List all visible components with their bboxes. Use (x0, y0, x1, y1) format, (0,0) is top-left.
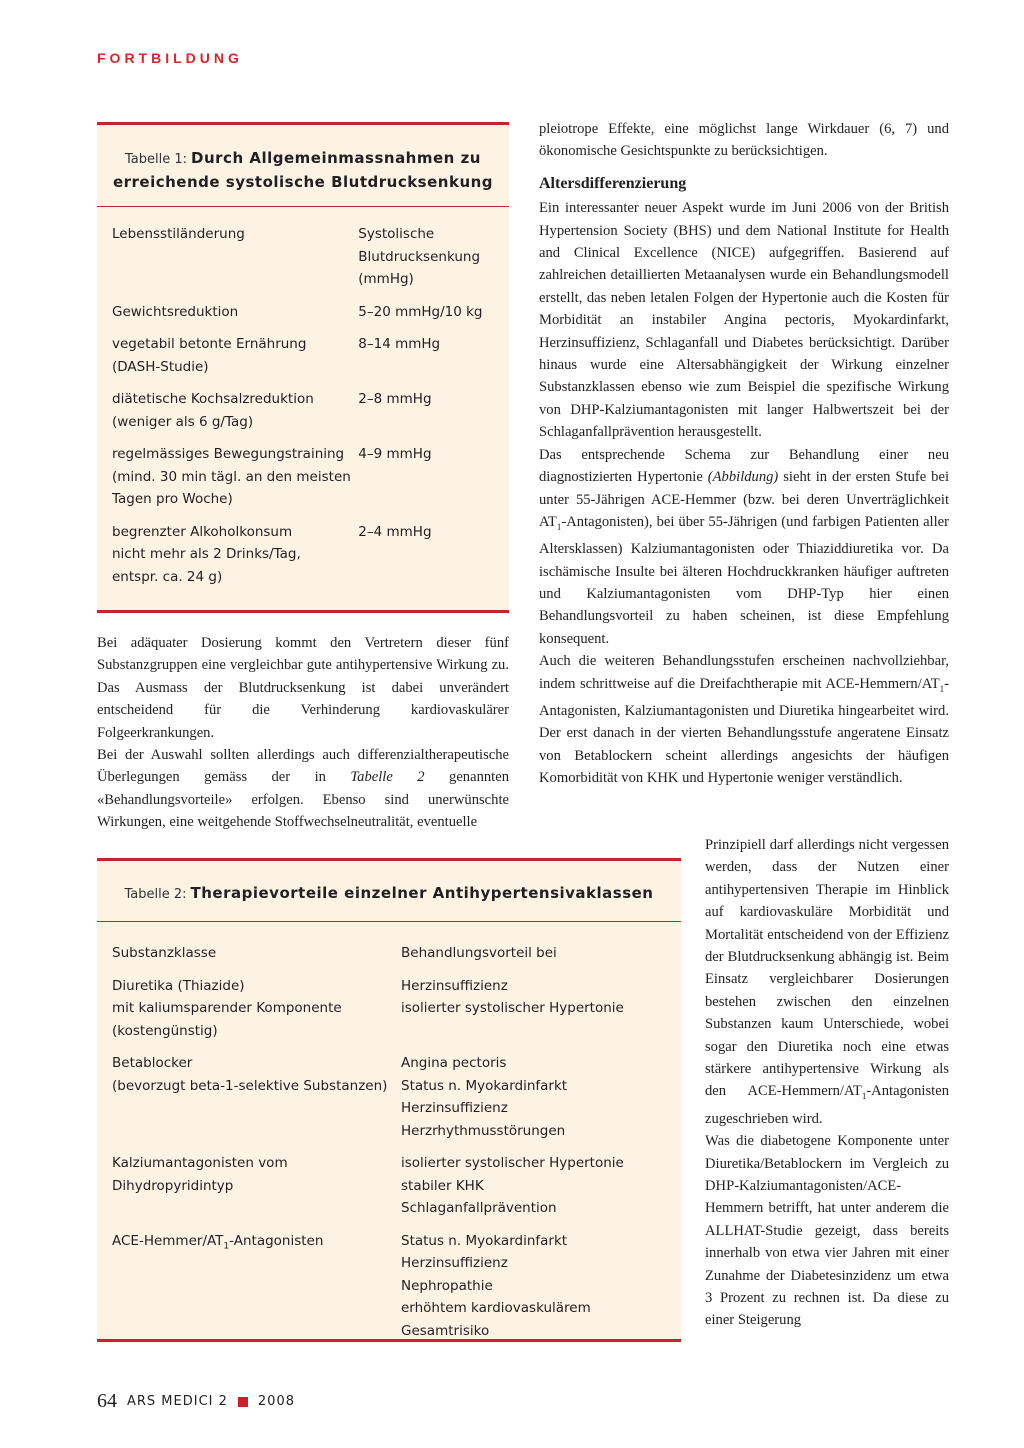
table-2-label: Tabelle 2: (124, 887, 187, 902)
table-2-header-row (97, 922, 681, 965)
table-2-class (112, 1230, 401, 1343)
subscript: 1 (861, 1091, 867, 1102)
table-1-row (97, 291, 509, 324)
table-2-row (97, 965, 681, 1043)
figure-reference: (Abbildung) (707, 469, 779, 486)
paragraph (705, 834, 949, 1130)
table-2-col1-header: Substanzklasse (112, 945, 217, 961)
table-2 (97, 858, 681, 1342)
section-heading: Altersdifferenzierung (539, 174, 687, 192)
paragraph: Was die diabetogene Komponente unter Diuretika/Betablockern im Vergleich zu DHP-Kalziumantagonisten/ACE-Hemmern betrifft, hat unter anderem die ALLHAT-Studie gezeigt, dass bereits innerhalb von etwa vier Jahren mit einer Zunahme der Diabetesinzidenz um etwa 3 Prozent zu rechnen ist. Da diese zu einer Steigerung (705, 1133, 949, 1329)
paragraph: Bei adäquater Dosierung kommt den Vertretern dieser fünf Substanzgruppen eine vergleichbar gute antihypertensive Wirkung zu. Das Ausmass der Blutdrucksenkung ist dabei unverändert entscheidend für die Verhinderung kardiovaskulärer Folgeerkrankungen. (97, 635, 509, 741)
table-2-title-block (97, 861, 681, 907)
table-1-measure: regelmässiges Bewegungstraining (mind. 30 min tägl. an den meisten Tagen pro Woche) (112, 446, 351, 507)
text-run: sieht in der ersten Stufe bei unter 55-Jährigen ACE-Hemmer (bzw. bei deren Unverträglichkeit AT (539, 469, 950, 530)
paragraph (539, 650, 949, 789)
table-1-measure: begrenzter Alkoholkonsum nicht mehr als 2 Drinks/Tag, entspr. ca. 24 g) (112, 523, 301, 585)
table-2-row (97, 1220, 681, 1343)
table-1-measure: vegetabil betonte Ernährung (DASH-Studie) (112, 336, 307, 375)
table-1-effect: 2–4 mmHg (358, 523, 432, 540)
table-1-effect: 5–20 mmHg/10 kg (358, 303, 483, 320)
table-2-title: Therapievorteile einzelner Antihypertensivaklassen (190, 884, 654, 902)
table-1-effect: 4–9 mmHg (358, 446, 432, 462)
table-1-title-block (97, 125, 509, 194)
table-1-row (97, 433, 509, 511)
section-header: FORTBILDUNG (97, 50, 243, 66)
publication-year: 2008 (257, 1394, 295, 1409)
subscript: 1 (556, 521, 562, 532)
text-run: -Antagonisten (229, 1232, 324, 1249)
table-reference: Tabelle 2 (350, 769, 425, 786)
paragraph (539, 444, 949, 651)
table-2-benefit: Angina pectoris Status n. Myokardinfarkt Herzinsuffizienz Herzrhythmusstörungen (401, 1055, 568, 1139)
table-2-benefit: Status n. Myokardinfarkt Herzinsuffizienz Nephropathie erhöhtem kardiovaskulärem Gesamtrisiko (401, 1232, 591, 1339)
text-run: Das entsprechende Schema zur Behandlung einer neu diagnostizierten Hypertonie (539, 446, 949, 486)
narrow-column-text (705, 834, 949, 1332)
left-column-text (97, 632, 509, 834)
paragraph (97, 744, 509, 834)
table-1-col1-header: Lebensstiländerung (112, 226, 245, 242)
table-1-effect: 8–14 mmHg (358, 336, 441, 352)
table-1-header-row (97, 207, 509, 291)
page-number: 64 (97, 1390, 117, 1412)
table-1 (97, 122, 509, 613)
table-2-benefit: Herzinsuffizienz isolierter systolischer Hypertonie (401, 977, 624, 1016)
table-1-measure: Gewichtsreduktion (112, 303, 239, 320)
table-1-measure: diätetische Kochsalzreduktion (weniger als 6 g/Tag) (112, 391, 314, 430)
text-run: ACE-Hemmer/AT (112, 1232, 224, 1249)
table-2-benefit: isolierter systolischer Hypertonie stabiler KHK Schlaganfallprävention (401, 1155, 624, 1216)
table-1-title: Durch Allgemeinmassnahmen zu erreichende systolische Blutdrucksenkung (112, 149, 494, 191)
text-run: genannten «Behandlungsvorteile» erfolgen. Ebenso sind unerwünschte Wirkungen, eine weitgehende Stoffwechselneutralität, eventuelle (97, 769, 509, 831)
table-2-class: Betablocker (bevorzugt beta-1-selektive Substanzen) (112, 1055, 388, 1094)
subscript: 1 (939, 683, 945, 694)
table-2-class: Kalziumantagonisten vom Dihydropyridintyp (112, 1155, 288, 1194)
publication-name: ARS MEDICI 2 (127, 1394, 228, 1409)
page-footer (97, 1390, 295, 1413)
table-1-row (97, 323, 509, 378)
text-run: -Antagonisten), bei über 55-Jährigen (und farbigen Patienten aller Altersklassen) Kalziumantagonisten oder Thiaziddiuretika vor. Da ischämische Insulte bei älteren Hochdruckkranken häufiger auftreten und Kalziumantagonisten vom DHP-Typ hier einen Behandlungsvorteil zu haben scheinen, ist diese Empfehlung konsequent. (539, 513, 949, 647)
text-run: Auch die weiteren Behandlungsstufen erscheinen nachvollziehbar, indem schrittweise auf die Dreifachtherapie mit ACE-Hemmern/AT (539, 653, 949, 692)
table-2-row (97, 1042, 681, 1142)
table-2-col2-header: Behandlungsvorteil bei (401, 945, 557, 961)
table-2-row (97, 1142, 681, 1220)
text-run: -Antagonisten zugeschrieben wird. (705, 1083, 949, 1127)
right-column-text (539, 118, 949, 790)
table-1-col2-header: Systolische Blutdrucksenkung (mmHg) (358, 226, 481, 287)
table-1-row (97, 511, 509, 589)
paragraph: pleiotrope Effekte, eine möglichst lange Wirkdauer (6, 7) und ökonomische Gesichtspunkte zu berücksichtigen. (539, 121, 949, 160)
table-1-row (97, 378, 509, 433)
table-1-label: Tabelle 1: (125, 152, 188, 167)
square-icon (238, 1397, 248, 1407)
table-2-class: Diuretika (Thiazide) mit kaliumsparender Komponente (kostengünstig) (112, 977, 342, 1039)
paragraph: Ein interessanter neuer Aspekt wurde im Juni 2006 von der British Hypertension Society (BHS) und dem National Institute for Health and Clinical Excellence (NICE) aufgegriffen. Basierend auf zahlreichen detaillierten Metaanalysen wurde ein Behandlungsmodell erstellt, das neben letalen Folgen der Hypertonie auch die Kosten für Morbidität an instabiler Angina pectoris, Myokardinfarkt, Herzinsuffizienz, Schlaganfall und Diabetes berücksichtigt. Darüber hinaus wurde eine Altersabhängigkeit der Wirkung einzelner Substanzklassen ebenso wie zum Beispiel die spezifische Wirkung von DHP-Kalziumantagonisten mit langer Halbwertszeit bei der Schlaganfallprävention herausgestellt. (539, 200, 949, 441)
text-run: Prinzipiell darf allerdings nicht vergessen werden, dass der Nutzen einer antihypertensiven Therapie im Hinblick auf kardiovaskuläre Morbidität und Mortalität entscheidend von der Effizienz der Blutdrucksenkung abhängig ist. Beim Einsatz vergleichbarer Dosierungen bestehen zwischen den einzelnen Substanzen kaum Unterschiede, wobei sogar den Diuretika noch eine etwas stärkere antihypertensive Wirkung als den ACE-Hemmern/AT (705, 837, 949, 1100)
subscript: 1 (223, 1241, 230, 1252)
text-run: Bei der Auswahl sollten allerdings auch differenzialtherapeutische Überlegungen gemäss der in (97, 747, 509, 786)
table-1-effect: 2–8 mmHg (358, 391, 432, 407)
text-run: -Antagonisten, Kalziumantagonisten und Diuretika hingearbeitet wird. Der erst danach in der vierten Behandlungsstufe angeratene Einsatz von Betablockern scheint allerdings angesichts der häufigen Komorbidität von KHK und Hypertonie weniger verständlich. (539, 675, 949, 787)
